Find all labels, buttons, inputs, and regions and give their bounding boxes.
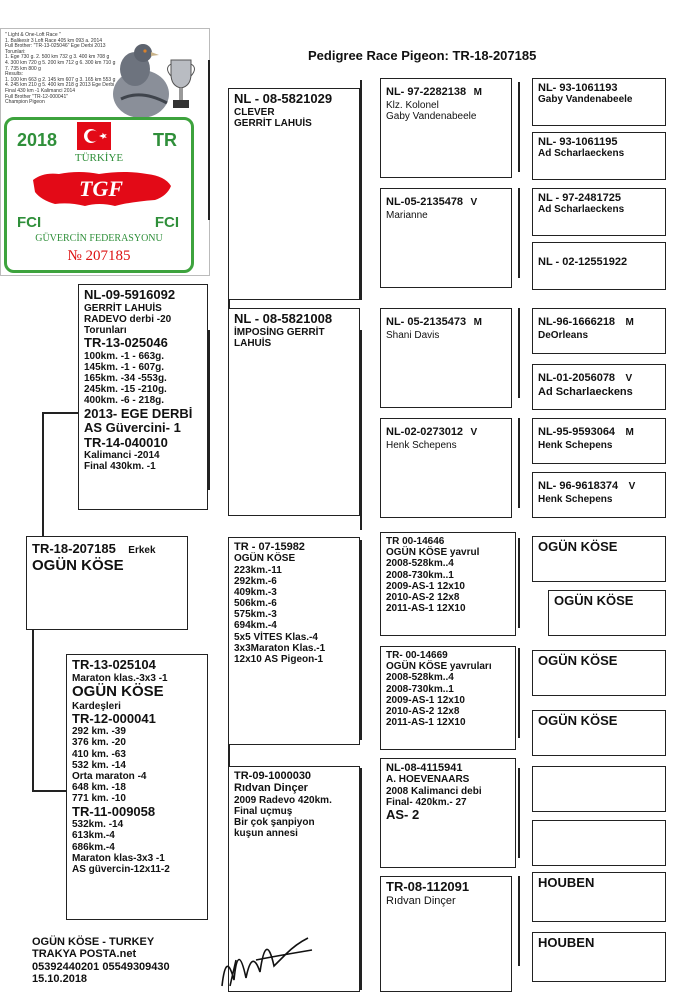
dam-result: 648 km. -18 [72, 782, 126, 794]
gg-sex: V [470, 427, 478, 438]
g1-line: CLEVER [234, 106, 275, 118]
ggg-card [548, 590, 666, 636]
dam-card [66, 654, 208, 920]
g1-line: GERRİT LAHUİS [234, 117, 312, 129]
ggg-card [532, 820, 666, 866]
ggg-ring: NL-95-9593064 [538, 426, 616, 438]
great-grandparent-card [380, 308, 512, 408]
ggg-card [532, 242, 666, 290]
ggg-ring: HOUBEN [538, 935, 595, 950]
ggg-ring: NL- 93-1061195 [538, 136, 618, 148]
gg-line: 2008-528km..4 [386, 672, 454, 684]
flyer-text: " Light & One-Loft Race " 1. Balikesir 3 Loft Race 405 km 093 a. 2014 Full Brother: "TR-13-025046" Ege Derbi 2013 Torunlari: 1. Ege 730 g. 2. 500 km 732 g 3. 400 km 708 g 4. 300 km 720 g 5. 200 km 712 g 6. 300 km 710 g 7. 735 km 800 g Results: 1. 100 km 663 g 2. 145 km 607 g 3. 165 km 553 g 4. 245 km 210 g 5. 400 km 218 g 2013 Ege Derbi Final 430 km -1 Kalimanci 2014 Full Brother "TR-12-000041" Champion Pigeon [5, 32, 116, 106]
g4-owner: Rıdvan Dinçer [234, 782, 308, 795]
ggg-card [532, 308, 666, 354]
dam-ring-3: TR-11-009058 [72, 803, 156, 819]
subject-ring: TR-18-207185 [32, 541, 116, 556]
sire-result: 145km. -1 - 607g. [84, 361, 165, 373]
gg-ring: NL- 97-2282138 [386, 86, 467, 98]
tgf-ring-certificate [4, 117, 194, 273]
ggg-name: Ad Scharlaeckens [538, 204, 625, 216]
g4-line: 2009 Radevo 420km. [234, 794, 332, 806]
g1-ring: NL - 08-5821029 [234, 91, 333, 106]
gg-line: 2010-AS-2 12x8 [386, 591, 460, 603]
ggg-ring: NL- 93-1061193 [538, 82, 618, 94]
seal-year: 2018 [17, 130, 58, 150]
dam-result: 376 km. -20 [72, 737, 126, 749]
ggg-name: Ad Scharlaeckens [538, 148, 625, 160]
sire-as: AS Güvercini- 1 [84, 420, 181, 436]
connector [518, 768, 520, 858]
dam-result: 292 km. -39 [72, 726, 126, 738]
ggg-card [532, 872, 666, 922]
connector [518, 876, 520, 966]
sire-card [78, 284, 208, 510]
dam-result: Orta maraton -4 [72, 771, 147, 783]
ggg-card [532, 364, 666, 410]
gg-sex: M [473, 317, 482, 328]
g3-line: OGÜN KÖSE [234, 553, 296, 565]
gg-line: 2008-730km..1 [386, 569, 454, 581]
gg-line: OGÜN KÖSE yavrul [386, 547, 480, 559]
ggg-ring: OGÜN KÖSE [538, 539, 618, 554]
gg-sex: M [473, 87, 482, 98]
dam-line: Maraton klas.-3x3 -1 [72, 672, 168, 684]
gg-line: 2009-AS-1 12x10 [386, 694, 465, 706]
sire-ring-2: TR-13-025046 [84, 335, 168, 351]
ggg-card [532, 188, 666, 236]
connector [42, 412, 78, 414]
sire-line: Final 430km. -1 [84, 461, 156, 473]
g3-line: 5x5 VİTES Klas.-4 [234, 631, 318, 643]
trophy-icon [166, 54, 196, 114]
pedigree-title: Pedigree Race Pigeon: TR-18-207185 [308, 48, 537, 63]
ggg-sex: M [625, 317, 634, 328]
gg-line: 2008-730km..1 [386, 683, 454, 695]
dam-line: Kardeşleri [72, 700, 121, 712]
g3-line: 694km.-4 [234, 620, 277, 632]
grandsire-maternal-card [228, 537, 360, 745]
g3-line: 292km.-6 [234, 575, 277, 587]
gg-line: 2011-AS-1 12X10 [386, 717, 466, 729]
gg-line: Shani Davis [386, 330, 440, 341]
ggg-ring: NL-01-2056078 [538, 372, 616, 384]
gg-line: 2008-528km..4 [386, 558, 454, 570]
connector [360, 80, 362, 300]
dam-result: 532km. -14 [72, 819, 124, 831]
connector [518, 188, 520, 278]
turkey-map-icon [29, 166, 173, 210]
ggg-card [532, 710, 666, 756]
gg-ring: TR- 00-14669 [386, 650, 448, 661]
ggg-sex: M [625, 427, 634, 438]
ggg-ring: NL - 97-2481725 [538, 192, 621, 204]
gg-line: Gaby Vandenabeele [386, 111, 477, 123]
seal-country-code: TR [153, 130, 177, 150]
dam-ring-2: TR-12-000041 [72, 710, 156, 726]
connector [32, 630, 34, 790]
g2-line: LAHUİS [234, 337, 272, 349]
g3-line: 575km.-3 [234, 609, 277, 621]
ggg-name: Gaby Vandenabeele [538, 94, 633, 106]
dam-result: 410 km. -63 [72, 748, 126, 760]
sire-ring: NL-09-5916092 [84, 287, 176, 302]
dam-result: Maraton klas-3x3 -1 [72, 852, 165, 864]
ggg-card [532, 766, 666, 812]
gg-line: OGÜN KÖSE yavruları [386, 661, 492, 673]
g4-ring: TR-09-1000030 [234, 770, 312, 782]
connector [360, 768, 362, 990]
sire-result: 400km. -6 - 218g. [84, 395, 165, 407]
ggg-name: Henk Schepens [538, 494, 613, 505]
turkey-flag-icon [77, 122, 111, 150]
ggg-card [532, 650, 666, 696]
dam-ring: TR-13-025104 [72, 657, 156, 672]
connector [42, 412, 44, 536]
gg-line: 2008 Kalimanci debi [386, 785, 482, 797]
gg-ring: NL-05-2135478 [386, 196, 464, 208]
great-grandparent-card [380, 78, 512, 178]
ggg-ring: OGÜN KÖSE [538, 713, 618, 728]
seal-logo: TGF [79, 176, 123, 201]
g2-ring: NL - 08-5821008 [234, 311, 333, 326]
connector [518, 538, 520, 628]
great-grandparent-card [380, 532, 516, 636]
sire-line: RADEVO derbi -20 [84, 313, 172, 325]
g4-line: Final uçmuş [234, 805, 293, 817]
connector [208, 330, 210, 490]
granddam-paternal-card [228, 308, 360, 516]
dam-result: 613km.-4 [72, 830, 115, 842]
ggg-ring: HOUBEN [538, 875, 595, 890]
g3-ring: TR - 07-15982 [234, 541, 305, 553]
pigeon-photo [101, 39, 171, 119]
g4-line: Bir çok şanpiyon [234, 817, 315, 828]
g3-line: 409km.-3 [234, 586, 277, 598]
sire-line: Torunları [84, 324, 127, 336]
seal-fci-left: FCI [17, 214, 42, 231]
ggg-name: Ad Scharlaeckens [538, 386, 633, 398]
gg-ring: NL-08-4115941 [386, 762, 463, 774]
dam-result: 532 km. -14 [72, 759, 126, 771]
great-grandparent-card [380, 758, 516, 868]
ggg-ring: NL- 96-9618374 [538, 480, 619, 492]
footer-phones: 05392440201 05549309430 [32, 960, 170, 973]
gg-ring: NL-02-0273012 [386, 426, 464, 438]
sire-derby: 2013- EGE DERBİ [84, 405, 193, 421]
gg-owner: Rıdvan Dinçer [386, 894, 456, 907]
gg-line: Marianne [386, 210, 428, 221]
gg-line: 2009-AS-1 12x10 [386, 580, 465, 592]
ggg-ring: NL - 02-12551922 [538, 256, 628, 268]
gg-ring: TR-08-112091 [386, 879, 470, 894]
subject-sex: Erkek [128, 545, 156, 556]
gg-line: Final- 420km.- 27 [386, 796, 467, 808]
ggg-ring: OGÜN KÖSE [538, 653, 618, 668]
gg-ring: TR 00-14646 [386, 536, 445, 547]
dam-result: 771 km. -10 [72, 793, 126, 805]
gg-line: 2010-AS-2 12x8 [386, 705, 460, 717]
footer-owner: OGÜN KÖSE - TURKEY [32, 936, 155, 948]
gg-line: Klz. Kolonel [386, 100, 439, 111]
g3-line: 223km.-11 [234, 564, 282, 576]
subject-pigeon-card [26, 536, 188, 630]
sire-result: 165km. -34 -553g. [84, 373, 167, 385]
seal-country: TÜRKİYE [74, 152, 124, 164]
footer-date: 15.10.2018 [32, 972, 88, 985]
gg-line: Henk Schepens [386, 440, 457, 451]
ggg-sex: V [625, 373, 633, 384]
dam-result: AS güvercin-12x11-2 [72, 863, 170, 875]
connector [518, 82, 520, 172]
connector [518, 648, 520, 738]
connector [360, 540, 362, 740]
ggg-card [532, 78, 666, 126]
g3-line: 12x10 AS Pigeon-1 [234, 654, 324, 665]
ggg-card [532, 536, 666, 582]
connector [32, 790, 66, 792]
sire-result: 245km. -15 -210g. [84, 384, 167, 396]
ggg-name: Henk Schepens [538, 440, 613, 451]
connector [518, 308, 520, 398]
sire-ring-3: TR-14-040010 [84, 434, 168, 450]
great-grandparent-card [380, 646, 516, 750]
seal-federation: GÜVERCİN FEDERASYONU [35, 233, 163, 244]
sire-line: Kalimanci -2014 [84, 450, 160, 462]
gg-line: A. HOEVENAARS [386, 774, 470, 786]
footer-site: TRAKYA POSTA.net [32, 948, 137, 961]
g2-line: İMPOSİNG GERRİT [234, 326, 325, 338]
great-grandparent-card [380, 418, 512, 518]
ggg-ring: NL-96-1666218 [538, 316, 616, 328]
g4-line: kuşun annesi [234, 828, 298, 840]
ggg-card [532, 472, 666, 518]
ggg-name: DeOrleans [538, 330, 589, 341]
seal-fci-right: FCI [154, 214, 179, 231]
gg-big: AS- 2 [386, 806, 420, 822]
seal-ring-number: № 207185 [67, 248, 131, 264]
footer-contact [32, 936, 170, 985]
sire-result: 100km. -1 - 663g. [84, 350, 165, 362]
dam-owner: OGÜN KÖSE [72, 682, 164, 700]
ggg-ring: OGÜN KÖSE [554, 593, 634, 608]
gg-line: 2011-AS-1 12X10 [386, 603, 466, 615]
dam-result: 686km.-4 [72, 841, 115, 853]
ggg-card [532, 418, 666, 464]
connector [360, 330, 362, 530]
gg-ring: NL- 05-2135473 [386, 316, 467, 328]
sire-line: GERRİT LAHUİS [84, 302, 162, 314]
g3-line: 3x3Maraton Klas.-1 [234, 642, 326, 654]
g3-line: 506km.-6 [234, 598, 277, 610]
ggg-card [532, 932, 666, 982]
ggg-card [532, 132, 666, 180]
connector [208, 60, 210, 220]
connector [518, 418, 520, 508]
gg-sex: V [470, 197, 478, 208]
great-grandparent-card [380, 876, 512, 992]
grandsire-paternal-card [228, 88, 360, 300]
signature [216, 920, 316, 992]
ggg-sex: V [628, 481, 636, 492]
great-grandparent-card [380, 188, 512, 288]
subject-owner: OGÜN KÖSE [32, 557, 124, 574]
